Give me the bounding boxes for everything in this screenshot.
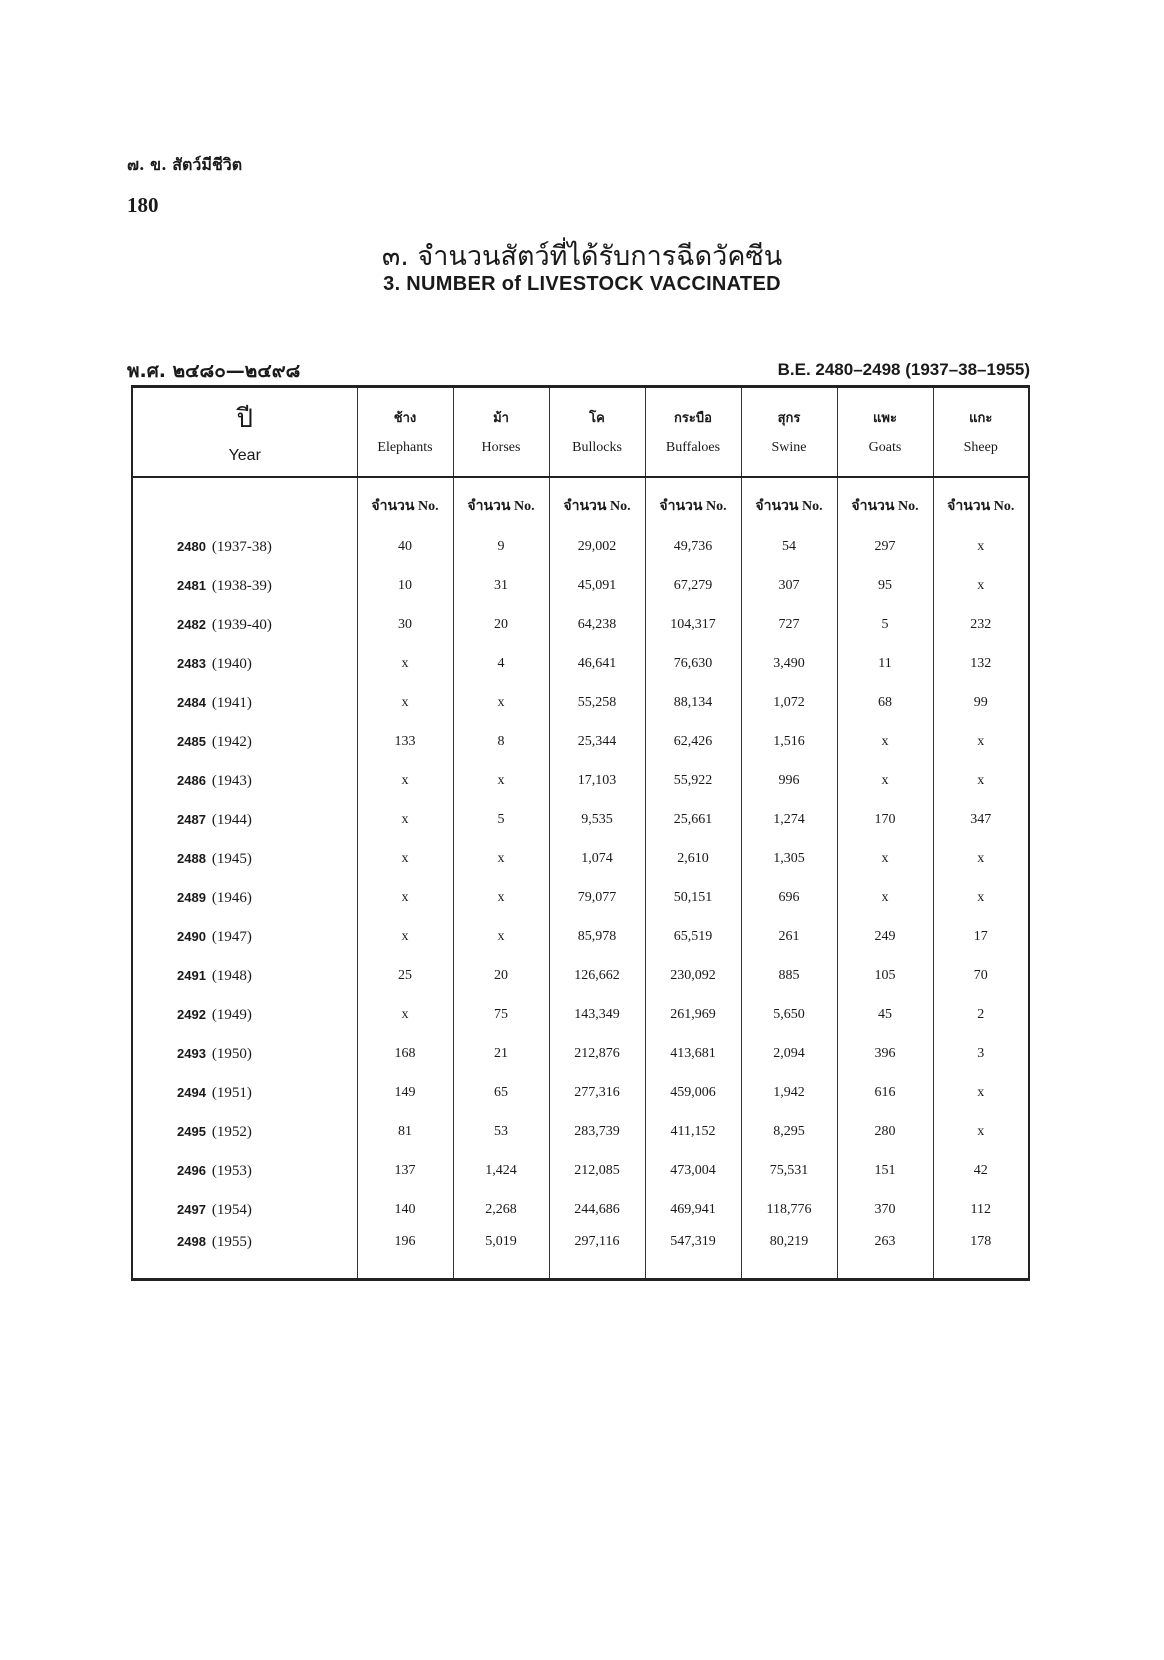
value-cell: 232 [933, 606, 1029, 645]
value-cell: 2,094 [741, 1035, 837, 1074]
year-cell [132, 1152, 357, 1191]
value-cell: 1,516 [741, 723, 837, 762]
year-ad: (1942) [211, 733, 252, 750]
value-cell: 67,279 [645, 567, 741, 606]
value-cell: 396 [837, 1035, 933, 1074]
value-cell: 25,344 [549, 723, 645, 762]
value-cell: 85,978 [549, 918, 645, 957]
value-cell: 411,152 [645, 1113, 741, 1152]
value-cell: x [933, 723, 1029, 762]
value-cell: 137 [357, 1152, 453, 1191]
year-cell [132, 567, 357, 606]
value-cell: x [837, 840, 933, 879]
value-cell: 196 [357, 1230, 453, 1280]
units-row [132, 484, 1029, 528]
year-be: 2485 [177, 733, 206, 749]
value-cell: 132 [933, 645, 1029, 684]
year-range-thai: พ.ศ. ๒๔๘๐—๒๔๙๘ [127, 360, 301, 382]
year-ad: (1953) [211, 1162, 252, 1179]
value-cell: 370 [837, 1191, 933, 1230]
table-row [132, 567, 1029, 606]
year-cell [132, 606, 357, 645]
value-cell: 459,006 [645, 1074, 741, 1113]
value-cell: 53 [453, 1113, 549, 1152]
value-cell: 75 [453, 996, 549, 1035]
value-cell: 30 [357, 606, 453, 645]
table-row [132, 1113, 1029, 1152]
value-cell: 212,085 [549, 1152, 645, 1191]
value-cell: 46,641 [549, 645, 645, 684]
year-be: 2494 [177, 1084, 206, 1100]
page-number: 180 [127, 193, 159, 217]
year-be: 2487 [177, 811, 206, 827]
table-row [132, 879, 1029, 918]
value-cell: x [453, 762, 549, 801]
value-cell: x [837, 879, 933, 918]
value-cell: 297,116 [549, 1230, 645, 1280]
table-row [132, 1152, 1029, 1191]
unit-label: จำนวน No. [741, 484, 837, 528]
value-cell: 996 [741, 762, 837, 801]
value-cell: 76,630 [645, 645, 741, 684]
year-ad: (1947) [211, 928, 252, 945]
year-cell [132, 1230, 357, 1280]
column-header [837, 387, 933, 477]
unit-label: จำนวน No. [933, 484, 1029, 528]
value-cell: 347 [933, 801, 1029, 840]
year-be: 2495 [177, 1123, 206, 1139]
value-cell: 54 [741, 528, 837, 567]
value-cell: 151 [837, 1152, 933, 1191]
value-cell: 50,151 [645, 879, 741, 918]
value-cell: 68 [837, 684, 933, 723]
year-cell [132, 1191, 357, 1230]
table-row [132, 723, 1029, 762]
value-cell: 133 [357, 723, 453, 762]
year-ad: (1951) [211, 1084, 252, 1101]
value-cell: 307 [741, 567, 837, 606]
value-cell: 8,295 [741, 1113, 837, 1152]
year-be: 2482 [177, 616, 206, 632]
year-ad: (1945) [211, 850, 252, 867]
value-cell: x [453, 840, 549, 879]
value-cell: 45,091 [549, 567, 645, 606]
value-cell: 64,238 [549, 606, 645, 645]
value-cell: 5 [453, 801, 549, 840]
value-cell: 170 [837, 801, 933, 840]
value-cell: 65,519 [645, 918, 741, 957]
value-cell: 88,134 [645, 684, 741, 723]
year-cell [132, 879, 357, 918]
column-header-english: Buffaloes [665, 440, 721, 456]
value-cell: 21 [453, 1035, 549, 1074]
year-cell [132, 1113, 357, 1152]
value-cell: x [933, 528, 1029, 567]
value-cell: 1,274 [741, 801, 837, 840]
value-cell: 112 [933, 1191, 1029, 1230]
value-cell: 118,776 [741, 1191, 837, 1230]
value-cell: 143,349 [549, 996, 645, 1035]
year-cell [132, 996, 357, 1035]
value-cell: 277,316 [549, 1074, 645, 1113]
value-cell: 49,736 [645, 528, 741, 567]
value-cell: 8 [453, 723, 549, 762]
year-cell [132, 723, 357, 762]
table-row [132, 996, 1029, 1035]
value-cell: 1,305 [741, 840, 837, 879]
value-cell: 9 [453, 528, 549, 567]
value-cell: x [357, 840, 453, 879]
value-cell: x [357, 879, 453, 918]
value-cell: x [357, 645, 453, 684]
value-cell: x [933, 879, 1029, 918]
year-be: 2488 [177, 850, 206, 866]
unit-label: จำนวน No. [549, 484, 645, 528]
column-header-english: Swine [771, 440, 807, 456]
value-cell: x [837, 762, 933, 801]
year-be: 2484 [177, 694, 206, 710]
column-header-thai: แพะ [873, 411, 897, 427]
value-cell: x [453, 684, 549, 723]
year-be: 2486 [177, 772, 206, 788]
table-row [132, 1074, 1029, 1113]
value-cell: 249 [837, 918, 933, 957]
year-ad: (1938-39) [211, 577, 272, 594]
value-cell: 297 [837, 528, 933, 567]
value-cell: 9,535 [549, 801, 645, 840]
column-header-english: Elephants [377, 440, 433, 456]
value-cell: 40 [357, 528, 453, 567]
value-cell: 413,681 [645, 1035, 741, 1074]
table-row [132, 1035, 1029, 1074]
section-label: ๗. ข. สัตว์มีชีวิต [127, 155, 243, 174]
value-cell: 62,426 [645, 723, 741, 762]
year-cell [132, 645, 357, 684]
column-header-english: Bullocks [572, 440, 622, 456]
year-ad: (1941) [211, 694, 252, 711]
value-cell: 70 [933, 957, 1029, 996]
year-column-header [132, 387, 357, 477]
value-cell: x [453, 879, 549, 918]
year-header-thai: ปี [236, 404, 253, 435]
table-row [132, 684, 1029, 723]
value-cell: 473,004 [645, 1152, 741, 1191]
value-cell: x [357, 996, 453, 1035]
year-be: 2496 [177, 1162, 206, 1178]
year-ad: (1943) [211, 772, 252, 789]
title-thai: ๓. จำนวนสัตว์ที่ได้รับการฉีดวัคซีน [381, 241, 783, 272]
column-header [549, 387, 645, 477]
value-cell: x [453, 918, 549, 957]
value-cell: x [933, 1113, 1029, 1152]
column-header-english: Sheep [963, 440, 998, 456]
value-cell: 75,531 [741, 1152, 837, 1191]
unit-label: จำนวน No. [645, 484, 741, 528]
table-row [132, 918, 1029, 957]
column-header-english: Goats [868, 440, 902, 456]
value-cell: 2 [933, 996, 1029, 1035]
table-row [132, 1191, 1029, 1230]
value-cell: 212,876 [549, 1035, 645, 1074]
value-cell: x [357, 918, 453, 957]
table-row [132, 528, 1029, 567]
value-cell: 10 [357, 567, 453, 606]
value-cell: 727 [741, 606, 837, 645]
value-cell: 5,019 [453, 1230, 549, 1280]
value-cell: 3 [933, 1035, 1029, 1074]
value-cell: 17,103 [549, 762, 645, 801]
year-cell [132, 840, 357, 879]
value-cell: 5,650 [741, 996, 837, 1035]
value-cell: 280 [837, 1113, 933, 1152]
value-cell: x [933, 567, 1029, 606]
year-cell [132, 918, 357, 957]
value-cell: 25 [357, 957, 453, 996]
value-cell: 140 [357, 1191, 453, 1230]
unit-label: จำนวน No. [453, 484, 549, 528]
value-cell: 261,969 [645, 996, 741, 1035]
value-cell: 178 [933, 1230, 1029, 1280]
value-cell: 2,610 [645, 840, 741, 879]
value-cell: 65 [453, 1074, 549, 1113]
value-cell: x [357, 801, 453, 840]
value-cell: 3,490 [741, 645, 837, 684]
value-cell: 1,072 [741, 684, 837, 723]
year-cell [132, 801, 357, 840]
column-header [645, 387, 741, 477]
value-cell: 244,686 [549, 1191, 645, 1230]
table-row [132, 762, 1029, 801]
value-cell: 42 [933, 1152, 1029, 1191]
value-cell: 168 [357, 1035, 453, 1074]
column-header-thai: ม้า [493, 411, 509, 427]
value-cell: 469,941 [645, 1191, 741, 1230]
value-cell: 1,424 [453, 1152, 549, 1191]
value-cell: 55,258 [549, 684, 645, 723]
value-cell: 45 [837, 996, 933, 1035]
year-be: 2498 [177, 1233, 206, 1249]
unit-label: จำนวน No. [357, 484, 453, 528]
value-cell: 261 [741, 918, 837, 957]
table-row [132, 801, 1029, 840]
year-be: 2481 [177, 577, 206, 593]
unit-label: จำนวน No. [837, 484, 933, 528]
value-cell: 29,002 [549, 528, 645, 567]
value-cell: x [837, 723, 933, 762]
table-row [132, 645, 1029, 684]
header-row [132, 387, 1029, 477]
year-cell [132, 762, 357, 801]
column-header [453, 387, 549, 477]
year-be: 2490 [177, 928, 206, 944]
year-be: 2491 [177, 967, 206, 983]
value-cell: 20 [453, 606, 549, 645]
value-cell: 885 [741, 957, 837, 996]
value-cell: 547,319 [645, 1230, 741, 1280]
value-cell: 80,219 [741, 1230, 837, 1280]
year-range-english: B.E. 2480–2498 (1937–38–1955) [777, 360, 1030, 379]
year-be: 2493 [177, 1045, 206, 1061]
value-cell: x [933, 762, 1029, 801]
value-cell: 2,268 [453, 1191, 549, 1230]
year-be: 2483 [177, 655, 206, 671]
value-cell: 11 [837, 645, 933, 684]
value-cell: 616 [837, 1074, 933, 1113]
value-cell: 1,074 [549, 840, 645, 879]
value-cell: 696 [741, 879, 837, 918]
year-ad: (1940) [211, 655, 252, 672]
value-cell: 20 [453, 957, 549, 996]
value-cell: 1,942 [741, 1074, 837, 1113]
value-cell: 81 [357, 1113, 453, 1152]
column-header [357, 387, 453, 477]
table-row [132, 606, 1029, 645]
column-header [933, 387, 1029, 477]
year-be: 2489 [177, 889, 206, 905]
year-ad: (1949) [211, 1006, 252, 1023]
value-cell: 25,661 [645, 801, 741, 840]
year-cell [132, 528, 357, 567]
units-blank [132, 484, 357, 528]
value-cell: 55,922 [645, 762, 741, 801]
year-ad: (1954) [211, 1201, 252, 1218]
value-cell: 5 [837, 606, 933, 645]
year-ad: (1955) [211, 1233, 252, 1250]
value-cell: 283,739 [549, 1113, 645, 1152]
value-cell: 230,092 [645, 957, 741, 996]
table-row [132, 957, 1029, 996]
column-header-thai: สุกร [777, 411, 801, 427]
value-cell: 31 [453, 567, 549, 606]
column-header-english: Horses [481, 440, 521, 456]
value-cell: x [357, 762, 453, 801]
title-english: 3. NUMBER of LIVESTOCK VACCINATED [383, 273, 781, 295]
value-cell: x [933, 840, 1029, 879]
year-header-english: Year [228, 447, 261, 465]
year-ad: (1948) [211, 967, 252, 984]
value-cell: 104,317 [645, 606, 741, 645]
year-ad: (1950) [211, 1045, 252, 1062]
vaccination-table [131, 385, 1030, 1281]
table-row [132, 840, 1029, 879]
value-cell: 17 [933, 918, 1029, 957]
year-ad: (1939-40) [211, 616, 272, 633]
year-ad: (1944) [211, 811, 252, 828]
year-be: 2492 [177, 1006, 206, 1022]
year-be: 2480 [177, 538, 206, 554]
year-cell [132, 684, 357, 723]
value-cell: 105 [837, 957, 933, 996]
year-cell [132, 1074, 357, 1113]
value-cell: x [933, 1074, 1029, 1113]
year-cell [132, 957, 357, 996]
column-header-thai: แกะ [969, 411, 993, 427]
column-header [741, 387, 837, 477]
year-ad: (1937-38) [211, 538, 272, 555]
value-cell: 79,077 [549, 879, 645, 918]
column-header-thai: กระบือ [674, 411, 712, 427]
column-header-thai: ช้าง [393, 411, 417, 427]
year-ad: (1946) [211, 889, 252, 906]
value-cell: x [357, 684, 453, 723]
column-header-thai: โค [589, 411, 605, 427]
header-separator [132, 477, 1029, 484]
value-cell: 126,662 [549, 957, 645, 996]
year-be: 2497 [177, 1201, 206, 1217]
value-cell: 4 [453, 645, 549, 684]
value-cell: 95 [837, 567, 933, 606]
year-ad: (1952) [211, 1123, 252, 1140]
value-cell: 99 [933, 684, 1029, 723]
table-row [132, 1230, 1029, 1280]
value-cell: 263 [837, 1230, 933, 1280]
value-cell: 149 [357, 1074, 453, 1113]
year-cell [132, 1035, 357, 1074]
